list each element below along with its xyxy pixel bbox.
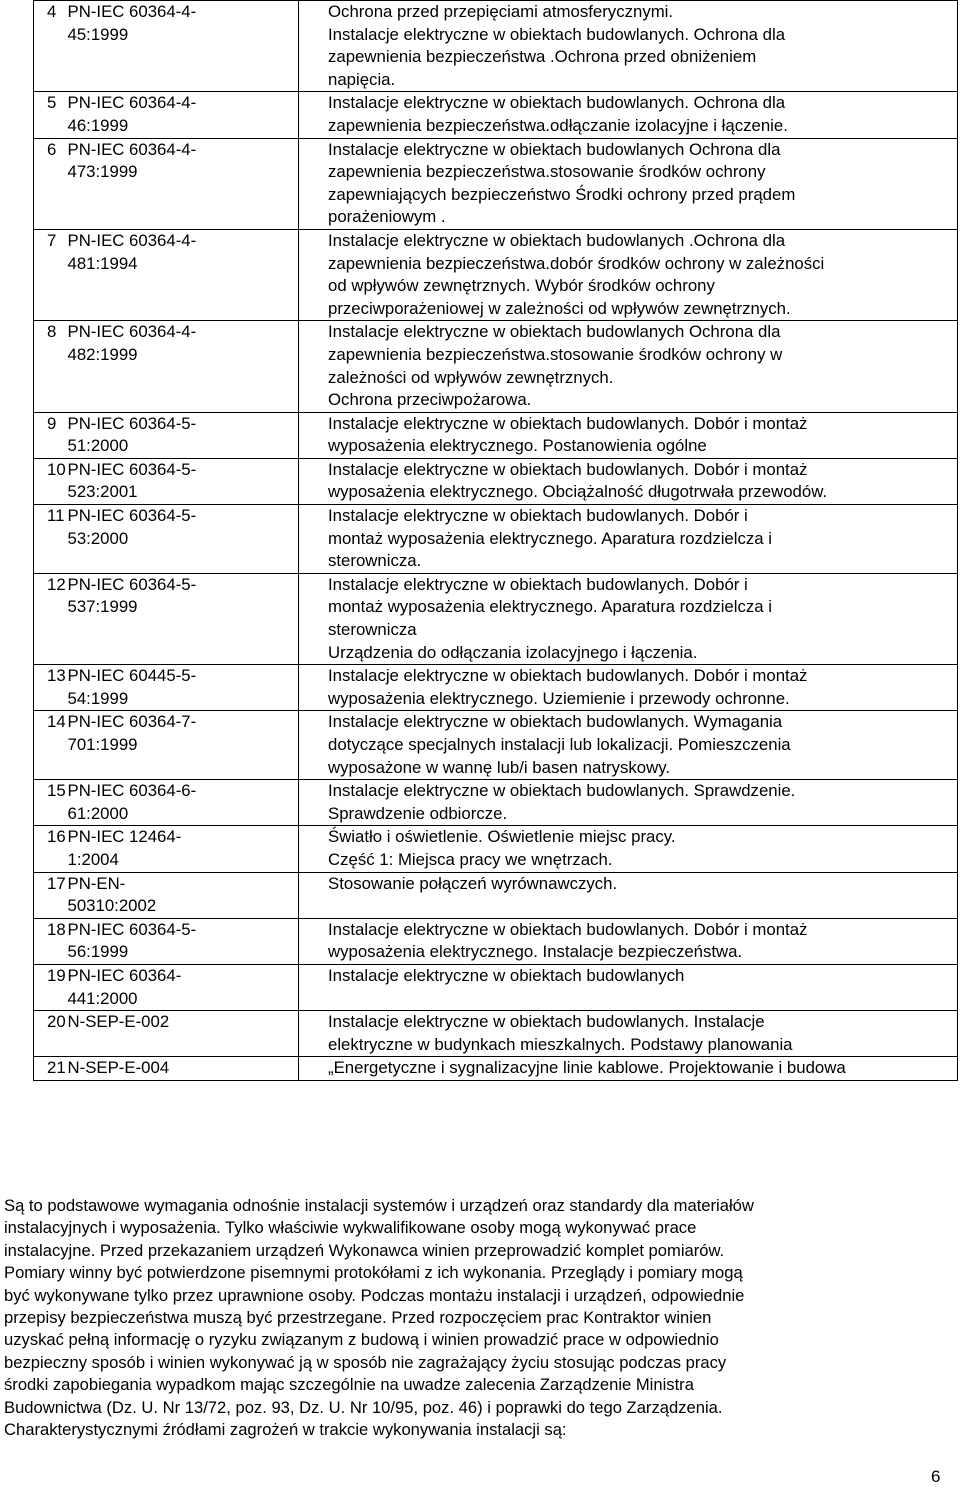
standard-code-line: PN-IEC 60364-5- <box>67 574 197 594</box>
standard-code-line: PN-IEC 60364-5- <box>67 413 197 433</box>
standards-table <box>33 0 958 1081</box>
table-row <box>34 458 958 504</box>
standard-code-line: PN-IEC 60364-4- <box>67 139 197 159</box>
standard-code-line: PN-IEC 60364-7- <box>67 712 197 732</box>
standard-description <box>299 780 958 826</box>
standard-description <box>299 826 958 872</box>
description-text <box>299 919 957 964</box>
description-line: Urządzenia do odłączania izolacyjnego i łączenia. <box>328 642 698 662</box>
description-text <box>299 321 957 411</box>
description-line: „Energetyczne i sygnalizacyjne linie kablowe. Projektowanie i budowa <box>328 1058 846 1078</box>
standard-code <box>64 573 299 664</box>
description-text <box>299 826 957 871</box>
description-line: Światło i oświetlenie. Oświetlenie miejsc pracy. <box>328 827 676 847</box>
description-line: sterownicza. <box>328 551 422 571</box>
table-row <box>34 573 958 664</box>
description-line: Instalacje elektryczne w obiektach budowlanych Ochrona dla <box>328 322 781 342</box>
standard-code-line: PN-IEC 60445-5- <box>67 666 197 686</box>
standard-description <box>299 458 958 504</box>
row-number: 15 <box>34 780 64 826</box>
table-row <box>34 92 958 138</box>
paragraph-line: uzyskać pełną informację o ryzyku związanym z budową i winien prowadzić prace w odpowiednio <box>4 1330 719 1350</box>
row-number: 20 <box>34 1011 64 1057</box>
description-line: Instalacje elektryczne w obiektach budowlanych .Ochrona dla <box>328 230 786 250</box>
standard-description <box>299 412 958 458</box>
description-line: Instalacje elektryczne w obiektach budowlanych. Ochrona dla <box>328 93 786 113</box>
description-text <box>299 413 957 458</box>
standard-description <box>299 138 958 229</box>
standard-code-line: 61:2000 <box>67 803 129 823</box>
row-number: 6 <box>34 138 64 229</box>
description-line: zapewnienia bezpieczeństwa.stosowanie środków ochrony <box>328 162 766 182</box>
standard-code <box>64 1057 299 1081</box>
description-line: napięcia. <box>328 69 396 89</box>
standard-description <box>299 573 958 664</box>
description-line: Instalacje elektryczne w obiektach budowlanych. Dobór i montaż <box>328 459 808 479</box>
standard-description <box>299 711 958 780</box>
standard-description <box>299 1011 958 1057</box>
paragraph-line: Są to podstawowe wymagania odnośnie instalacji systemów i urządzeń oraz standardy dla materiałów <box>4 1196 754 1215</box>
standard-code <box>64 92 299 138</box>
standard-code-line: N-SEP-E-002 <box>67 1012 170 1032</box>
standard-code-line: 50310:2002 <box>67 896 157 916</box>
description-text <box>299 1057 957 1080</box>
standard-code <box>64 505 299 574</box>
standard-code-line: 45:1999 <box>67 24 129 44</box>
standard-code-line: PN-IEC 12464- <box>67 827 182 847</box>
standard-code-line: PN-IEC 60364-4- <box>67 230 197 250</box>
standard-code-line: 51:2000 <box>67 436 129 456</box>
table-row <box>34 872 958 918</box>
description-text <box>299 873 957 896</box>
table-row <box>34 505 958 574</box>
description-line: od wpływów zewnętrznych. Wybór środków ochrony <box>328 276 715 296</box>
standard-description <box>299 872 958 918</box>
table-row <box>34 412 958 458</box>
standard-description <box>299 229 958 320</box>
description-text <box>299 711 957 779</box>
standard-code <box>64 780 299 826</box>
description-line: zapewnienia bezpieczeństwa.stosowanie środków ochrony w <box>328 344 783 364</box>
description-text <box>299 459 957 504</box>
standard-code-line: 523:2001 <box>67 482 138 502</box>
standard-code <box>64 458 299 504</box>
standard-code-line: 46:1999 <box>67 115 129 135</box>
description-text <box>299 665 957 710</box>
table-row <box>34 321 958 412</box>
table-row <box>34 826 958 872</box>
standard-code-line: N-SEP-E-004 <box>67 1058 170 1078</box>
standard-description <box>299 1057 958 1081</box>
description-line: Instalacje elektryczne w obiektach budowlanych Ochrona dla <box>328 139 781 159</box>
description-line: Instalacje elektryczne w obiektach budowlanych. Dobór i montaż <box>328 666 808 686</box>
description-text <box>299 92 957 137</box>
standard-code <box>64 872 299 918</box>
description-line: zapewnienia bezpieczeństwa .Ochrona przed obniżeniem <box>328 47 757 67</box>
standard-code-line: 56:1999 <box>67 942 129 962</box>
description-line: Instalacje elektryczne w obiektach budowlanych. Sprawdzenie. <box>328 781 796 801</box>
description-line: wyposażenia elektrycznego. Obciążalność długotrwała przewodów. <box>328 482 828 502</box>
table-row <box>34 1011 958 1057</box>
standard-description <box>299 505 958 574</box>
row-number: 10 <box>34 458 64 504</box>
standard-code <box>64 918 299 964</box>
standard-description <box>299 1 958 92</box>
standard-code <box>64 826 299 872</box>
row-number: 7 <box>34 229 64 320</box>
description-line: wyposażone w wannę lub/i basen natryskowy. <box>328 757 671 777</box>
description-text <box>299 505 957 573</box>
description-line: Instalacje elektryczne w obiektach budowlanych. Dobór i <box>328 574 748 594</box>
paragraph-line: Budownictwa (Dz. U. Nr 13/72, poz. 93, Dz. U. Nr 10/95, poz. 46) i poprawki do tego Zarządzenia. <box>4 1397 723 1417</box>
standard-code-line: 54:1999 <box>67 688 129 708</box>
standard-code <box>64 1 299 92</box>
description-line: Część 1: Miejsca pracy we wnętrzach. <box>328 849 613 869</box>
standard-code-line: 473:1999 <box>67 162 138 182</box>
description-text <box>299 1 957 91</box>
description-line: Instalacje elektryczne w obiektach budowlanych. Wymagania <box>328 712 783 732</box>
standard-code-line: PN-IEC 60364-5- <box>67 919 197 939</box>
description-line: przeciwporażeniowej w zależności od wpływów zewnętrznych. <box>328 298 791 318</box>
description-line: Instalacje elektryczne w obiektach budowlanych. Dobór i montaż <box>328 919 808 939</box>
row-number: 21 <box>34 1057 64 1081</box>
description-line: porażeniowym . <box>328 207 446 227</box>
row-number: 12 <box>34 573 64 664</box>
description-text <box>299 139 957 229</box>
row-number: 16 <box>34 826 64 872</box>
table-row <box>34 1057 958 1081</box>
paragraph-line: przepisy bezpieczeństwa muszą być przestrzegane. Przed rozpoczęciem prac Kontraktor winien <box>4 1308 712 1328</box>
row-number: 17 <box>34 872 64 918</box>
description-line: sterownicza <box>328 620 417 640</box>
description-line: Stosowanie połączeń wyrównawczych. <box>328 873 618 893</box>
description-text <box>299 780 957 825</box>
description-line: wyposażenia elektrycznego. Postanowienia ogólne <box>328 436 707 456</box>
table-row <box>34 964 958 1010</box>
row-number: 19 <box>34 964 64 1010</box>
description-line: montaż wyposażenia elektrycznego. Aparatura rozdzielcza i <box>328 597 772 617</box>
description-line: Instalacje elektryczne w obiektach budowlanych <box>328 965 685 985</box>
table-row <box>34 711 958 780</box>
standard-code-line: 53:2000 <box>67 528 129 548</box>
description-line: Instalacje elektryczne w obiektach budowlanych. Ochrona dla <box>328 24 786 44</box>
description-line: montaż wyposażenia elektrycznego. Aparatura rozdzielcza i <box>328 528 772 548</box>
standard-code-line: PN-IEC 60364-4- <box>67 93 197 113</box>
standard-code <box>64 321 299 412</box>
standard-code <box>64 138 299 229</box>
description-text <box>299 1011 957 1056</box>
paragraph-line: Pomiary winny być potwierdzone pisemnymi protokółami z ich wykonania. Przeglądy i pomiary mogą <box>4 1263 743 1283</box>
paragraph-line: bezpieczny sposób i winien wykonywać ją w sposób nie zagrażający życiu stosując podczas pracy <box>4 1352 727 1372</box>
description-line: Ochrona przeciwpożarowa. <box>328 390 532 410</box>
paragraph-line: środki zapobiegania wypadkom mając szczególnie na uwadze zalecenia Zarządzenie Ministra <box>4 1375 694 1395</box>
standards-table-body <box>34 1 958 1081</box>
description-line: wyposażenia elektrycznego. Instalacje bezpieczeństwa. <box>328 942 743 962</box>
description-line: zapewniających bezpieczeństwo Środki ochrony przed prądem <box>328 184 796 204</box>
table-row <box>34 918 958 964</box>
standard-code-line: 1:2004 <box>67 849 119 869</box>
table-row <box>34 780 958 826</box>
requirements-paragraph <box>4 1195 942 1441</box>
table-row <box>34 1 958 92</box>
row-number: 11 <box>34 505 64 574</box>
standard-code <box>64 665 299 711</box>
table-row <box>34 229 958 320</box>
description-text <box>299 965 957 988</box>
standard-description <box>299 918 958 964</box>
description-line: Sprawdzenie odbiorcze. <box>328 803 508 823</box>
row-number: 4 <box>34 1 64 92</box>
row-number: 13 <box>34 665 64 711</box>
description-line: Ochrona przed przepięciami atmosferycznymi. <box>328 2 674 21</box>
description-line: dotyczące specjalnych instalacji lub lokalizacji. Pomieszczenia <box>328 735 791 754</box>
standard-code <box>64 964 299 1010</box>
standard-code-line: 537:1999 <box>67 597 138 617</box>
description-line: Instalacje elektryczne w obiektach budowlanych. Dobór i montaż <box>328 413 808 433</box>
table-row <box>34 665 958 711</box>
standard-code-line: 481:1994 <box>67 253 138 273</box>
page-number: 6 <box>931 1467 941 1486</box>
standard-description <box>299 964 958 1010</box>
description-line: zależności od wpływów zewnętrznych. <box>328 367 614 387</box>
standard-code <box>64 1011 299 1057</box>
standard-code <box>64 229 299 320</box>
row-number: 5 <box>34 92 64 138</box>
standard-code-line: 441:2000 <box>67 988 138 1008</box>
paragraph-line: Charakterystycznymi źródłami zagrożeń w trakcie wykonywania instalacji są: <box>4 1420 567 1440</box>
description-text <box>299 230 957 320</box>
description-line: Instalacje elektryczne w obiektach budowlanych. Instalacje <box>328 1012 765 1032</box>
row-number: 14 <box>34 711 64 780</box>
paragraph-line: być wykonywane tylko przez uprawnione osoby. Podczas montażu instalacji i urządzeń, odpowiednie <box>4 1285 745 1305</box>
description-line: zapewnienia bezpieczeństwa.odłączanie izolacyjne i łączenie. <box>328 115 788 135</box>
standard-code-line: PN-EN- <box>67 873 126 893</box>
standard-code-line: 482:1999 <box>67 344 138 364</box>
description-text <box>299 574 957 664</box>
standard-code-line: PN-IEC 60364-4- <box>67 2 197 21</box>
description-line: Instalacje elektryczne w obiektach budowlanych. Dobór i <box>328 506 748 526</box>
standard-description <box>299 92 958 138</box>
standard-code-line: PN-IEC 60364-5- <box>67 506 197 526</box>
standard-description <box>299 665 958 711</box>
standard-code <box>64 412 299 458</box>
description-line: zapewnienia bezpieczeństwa.dobór środków ochrony w zależności <box>328 253 825 273</box>
standard-code-line: 701:1999 <box>67 735 138 754</box>
row-number: 9 <box>34 412 64 458</box>
row-number: 18 <box>34 918 64 964</box>
standard-code <box>64 711 299 780</box>
row-number: 8 <box>34 321 64 412</box>
paragraph-line: instalacyjnych i wyposażenia. Tylko właściwie wykwalifikowane osoby mogą wykonywać prace <box>4 1218 697 1238</box>
description-line: elektryczne w budynkach mieszkalnych. Podstawy planowania <box>328 1034 793 1054</box>
description-line: wyposażenia elektrycznego. Uziemienie i przewody ochronne. <box>328 688 790 708</box>
table-row <box>34 138 958 229</box>
paragraph-line: instalacyjne. Przed przekazaniem urządzeń Wykonawca winien przeprowadzić komplet pomiarów. <box>4 1240 725 1260</box>
standard-code-line: PN-IEC 60364-5- <box>67 459 197 479</box>
standard-description <box>299 321 958 412</box>
standard-code-line: PN-IEC 60364-6- <box>67 781 197 801</box>
standard-code-line: PN-IEC 60364-4- <box>67 322 197 342</box>
standard-code-line: PN-IEC 60364- <box>67 965 182 985</box>
